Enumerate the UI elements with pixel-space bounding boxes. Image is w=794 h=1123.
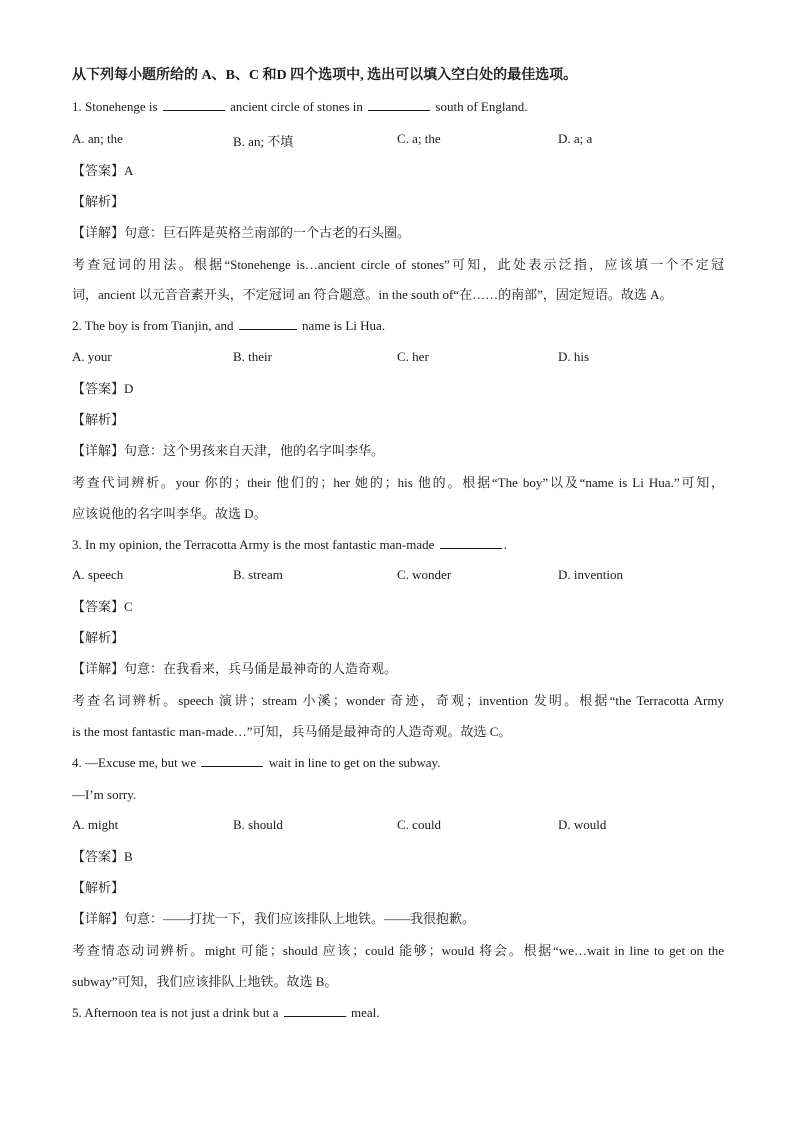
question-3-option-d: D. invention — [558, 567, 623, 582]
question-4-explanation-line: 考查情态动词辨析。might 可能；should 应该；could 能够；would 将会。根据“we…wait in line to get on the — [72, 943, 724, 958]
question-4-option-c: C. could — [397, 817, 442, 832]
question-3-answer: 【答案】C — [72, 599, 133, 614]
question-3-explanation-line: 考查名词辨析。speech 演讲；stream 小溪；wonder 奇迹，奇观；invention 发明。根据“the Terracotta Army — [72, 693, 724, 708]
question-4-explanation-line: subway”可知，我们应该排队上地铁。故选 B。 — [72, 974, 338, 989]
question-2-option-b: B. their — [233, 349, 272, 364]
answer-blank — [284, 1004, 346, 1017]
question-3-explanation-line: is the most fantastic man-made…”可知，兵马俑是最神奇的人造奇观。故选 C。 — [72, 724, 512, 739]
question-2-answer: 【答案】D — [72, 381, 134, 396]
answer-blank — [163, 98, 225, 111]
question-4-detail: 【详解】句意：——打扰一下，我们应该排队上地铁。——我很抱歉。 — [72, 911, 476, 926]
question-1-explanation-line: 考查冠词的用法。根据“Stonehenge is…ancient circle of stones”可知，此处表示泛指，应该填一个不定冠 — [72, 257, 724, 272]
question-1-option-a: A. an; the — [72, 131, 123, 146]
question-2-option-a: A. your — [72, 349, 112, 364]
question-3-option-b: B. stream — [233, 567, 283, 582]
question-1-option-b: B. an; 不填 — [233, 134, 294, 149]
question-2-detail: 【详解】句意：这个男孩来自天津，他的名字叫李华。 — [72, 443, 385, 458]
question-1-text: 1. Stonehenge is ancient circle of stones in south of England. — [72, 99, 528, 114]
question-4-text: 4. —Excuse me, but we wait in line to get on the subway. — [72, 755, 441, 770]
answer-blank — [440, 536, 502, 549]
question-3-option-a: A. speech — [72, 567, 124, 582]
answer-blank — [239, 317, 297, 330]
question-4-answer: 【答案】B — [72, 849, 133, 864]
question-1-detail: 【详解】句意：巨石阵是英格兰南部的一个古老的石头圈。 — [72, 225, 411, 240]
question-1-analysis-label: 【解析】 — [72, 194, 125, 209]
question-1-answer: 【答案】A — [72, 163, 134, 178]
question-1-explanation-line: 词，ancient 以元音音素开头，不定冠词 an 符合题意。in the south of“在……的南部”，固定短语。故选 A。 — [72, 287, 673, 302]
section-instructions: 从下列每小题所给的 A、B、C 和D 四个选项中, 选出可以填入空白处的最佳选项。 — [72, 68, 578, 83]
answer-blank — [368, 98, 430, 111]
question-1-option-d: D. a; a — [558, 131, 593, 146]
question-3-option-c: C. wonder — [397, 567, 452, 582]
question-1-option-c: C. a; the — [397, 131, 441, 146]
question-4-option-d: D. would — [558, 817, 607, 832]
question-4-analysis-label: 【解析】 — [72, 880, 125, 895]
question-2-option-c: C. her — [397, 349, 429, 364]
question-2-option-d: D. his — [558, 349, 590, 364]
question-3-text: 3. In my opinion, the Terracotta Army is the most fantastic man-made . — [72, 537, 507, 552]
question-4-option-a: A. might — [72, 817, 119, 832]
question-2-explanation-line: 考查代词辨析。your 你的；their 他们的；her 她的；his 他的。根据“The boy”以及“name is Li Hua.”可知， — [72, 475, 724, 490]
question-5-text: 5. Afternoon tea is not just a drink but a meal. — [72, 1005, 380, 1020]
question-2-explanation-line: 应该说他的名字叫李华。故选 D。 — [72, 506, 267, 521]
question-2-text: 2. The boy is from Tianjin, and name is Li Hua. — [72, 318, 386, 333]
answer-blank — [201, 754, 263, 767]
question-2-analysis-label: 【解析】 — [72, 412, 125, 427]
question-3-analysis-label: 【解析】 — [72, 630, 125, 645]
question-4-reply: —I’m sorry. — [72, 787, 137, 802]
question-3-detail: 【详解】句意：在我看来，兵马俑是最神奇的人造奇观。 — [72, 661, 398, 676]
question-4-option-b: B. should — [233, 817, 283, 832]
